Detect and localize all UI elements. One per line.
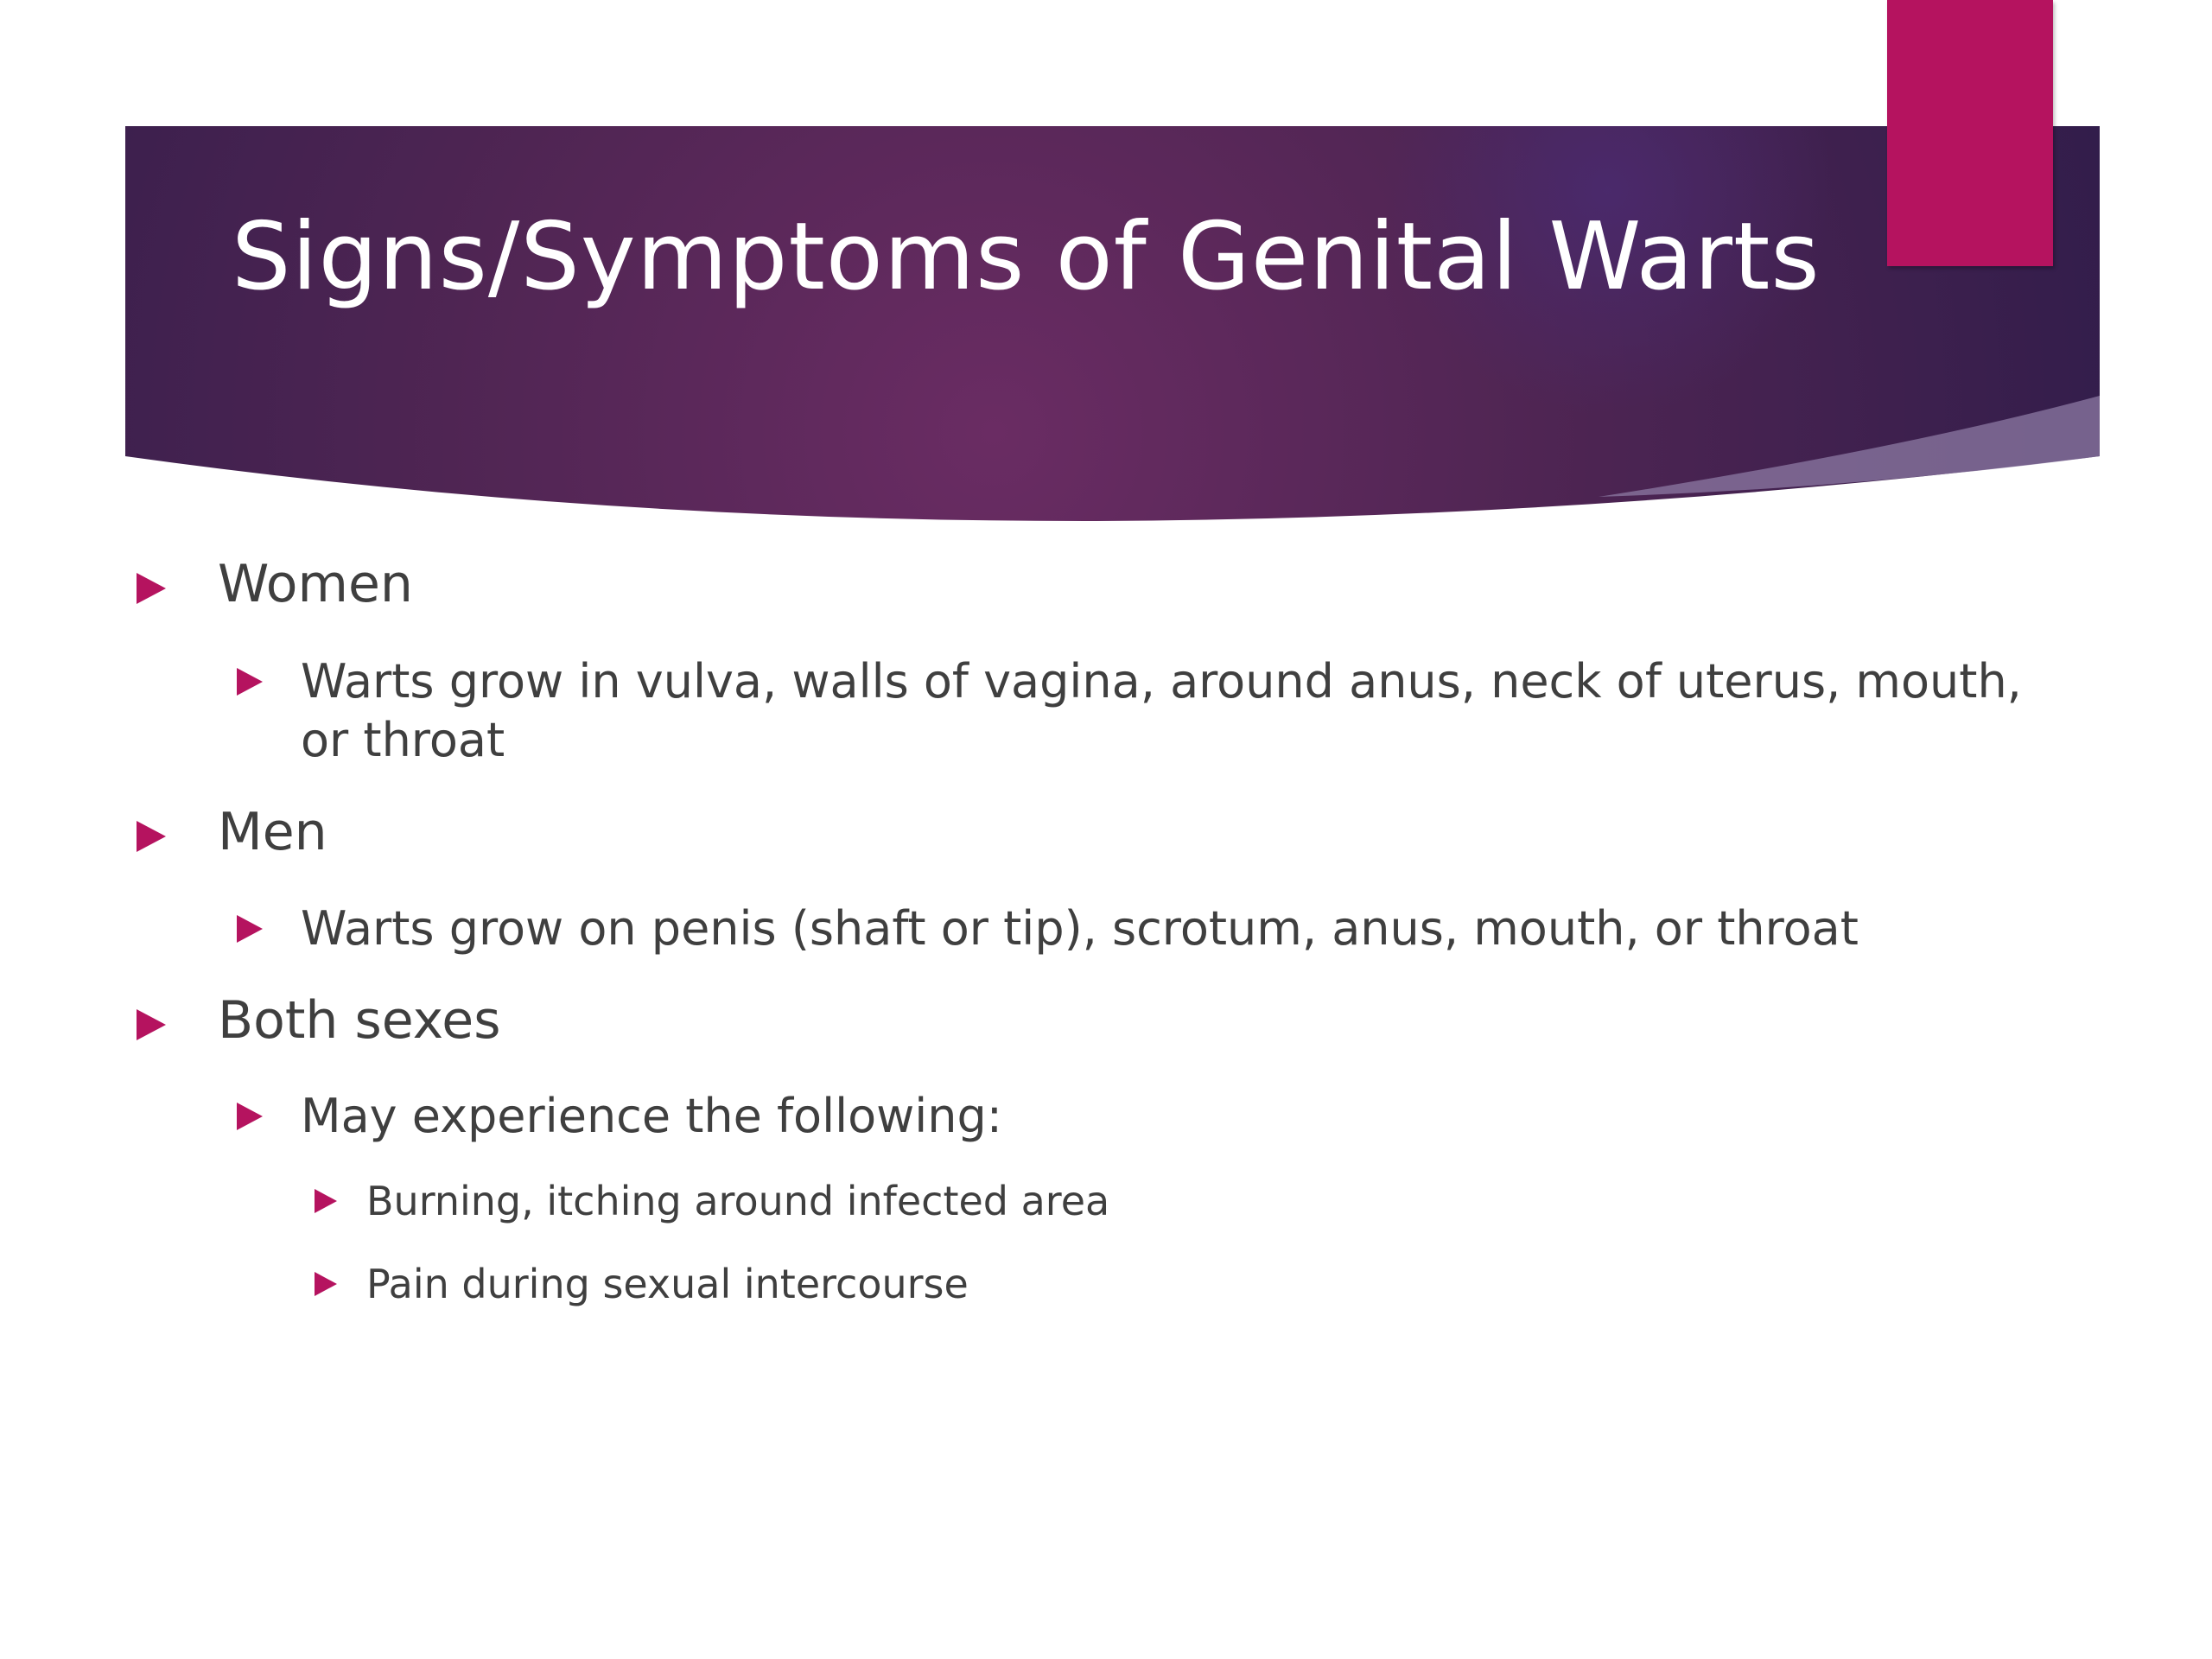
bullet-arrow-icon (237, 1103, 263, 1130)
bullet-women: Women (218, 554, 413, 614)
bullet-arrow-icon (137, 1009, 166, 1040)
bullet-arrow-icon (137, 821, 166, 852)
bullet-pain-intercourse: Pain during sexual intercourse (366, 1261, 969, 1307)
bullet-men-detail: Warts grow on penis (shaft or tip), scrotum, anus, mouth, or throat (301, 901, 1859, 956)
slide-title: Signs/Symptoms of Genital Warts (232, 203, 1821, 311)
bullet-burning-itching: Burning, itching around infected area (366, 1178, 1110, 1224)
bullet-arrow-icon (237, 668, 263, 696)
bullet-both-sexes: Both sexes (218, 990, 501, 1051)
bullet-women-detail: Warts grow in vulva, walls of vagina, around anus, neck of uterus, mouth, or throat (301, 654, 2022, 767)
bullet-arrow-icon (315, 1189, 337, 1213)
bullet-arrow-icon (315, 1272, 337, 1296)
bullet-both-sexes-detail: May experience the following: (301, 1089, 1003, 1143)
bullet-arrow-icon (137, 573, 166, 604)
bullet-arrow-icon (237, 915, 263, 943)
bullet-men: Men (218, 802, 327, 862)
